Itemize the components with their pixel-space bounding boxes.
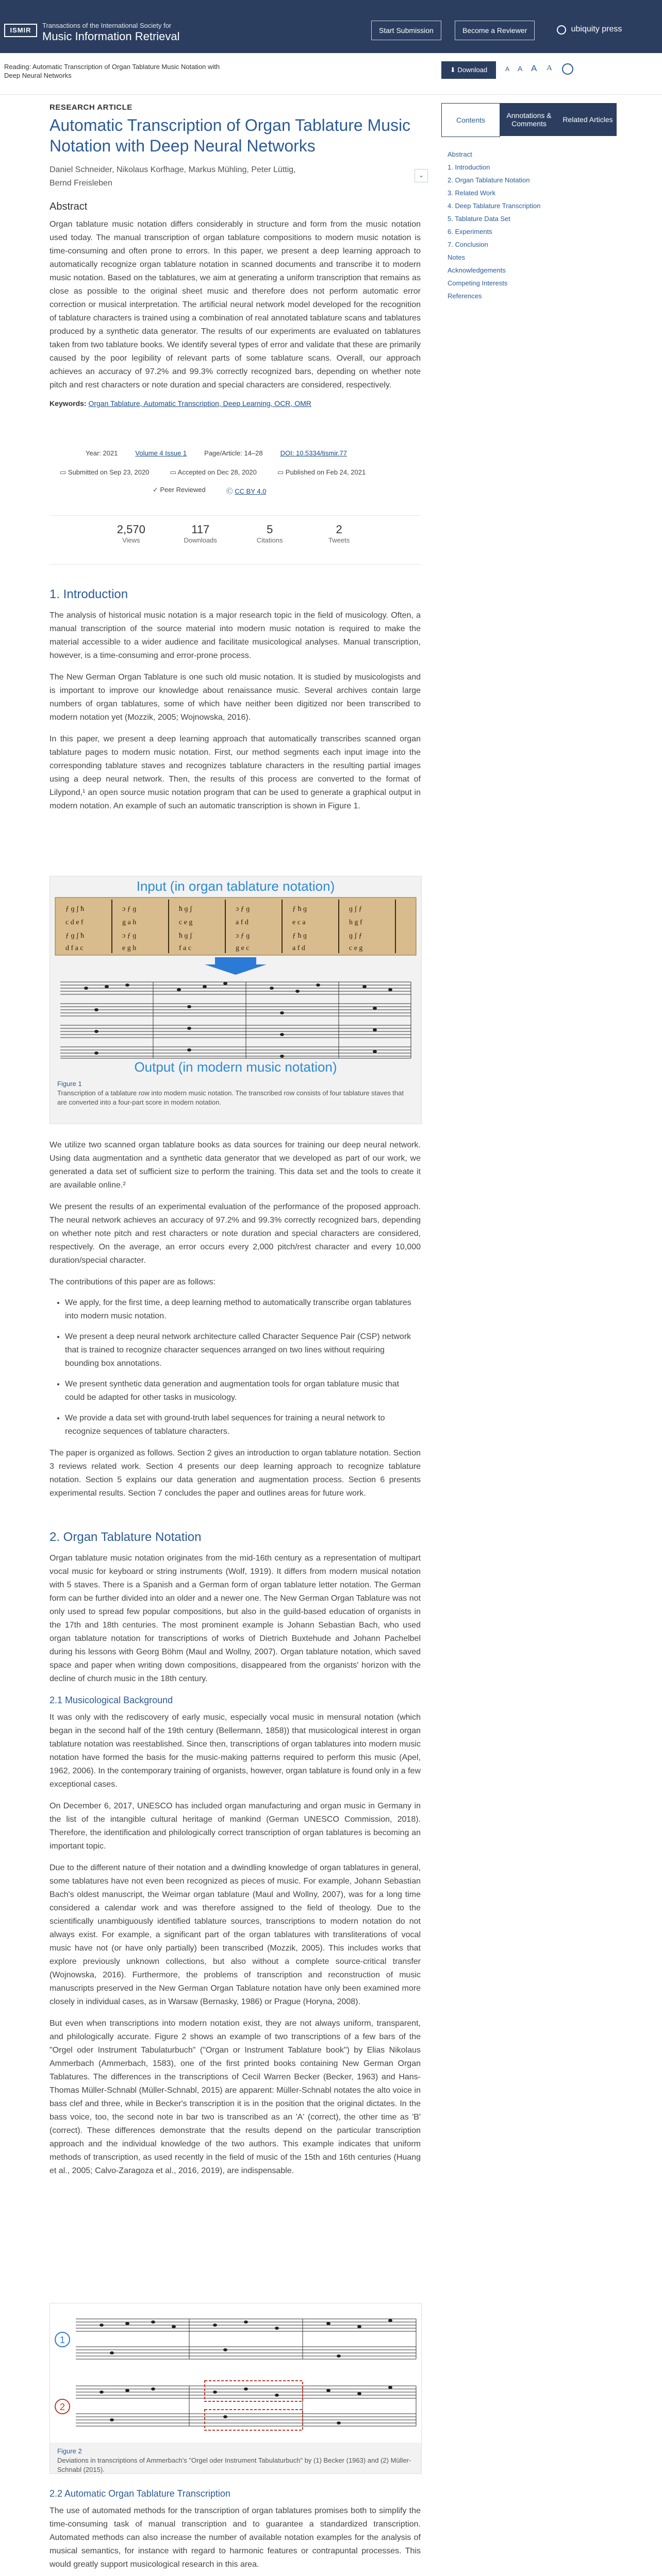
calendar-icon: ▭: [170, 468, 178, 476]
settings-icon[interactable]: [562, 63, 573, 75]
contribution-item: • We present synthetic data generation and augmentation tools for organ tablature music that could be adapted for other tasks in musicology.: [65, 1378, 421, 1404]
stat-citations-num: 5: [267, 523, 273, 536]
font-size-default[interactable]: A: [518, 64, 523, 73]
top-header: [0, 0, 662, 53]
svg-text:ɔ ƒ ɡ: ɔ ƒ ɡ: [236, 932, 250, 940]
journal-title-line2[interactable]: Music Information Retrieval: [42, 30, 180, 43]
stat-views-num: 2,570: [117, 523, 145, 536]
download-button[interactable]: [441, 61, 496, 79]
toc-data-set[interactable]: 5. Tablature Data Set: [448, 215, 510, 223]
svg-text:a f d: a f d: [236, 919, 249, 926]
intro-p6: The contributions of this paper are as follows:: [49, 1278, 216, 1286]
check-icon: ✓: [153, 486, 160, 494]
toc-deep-transcription[interactable]: 4. Deep Tablature Transcription: [448, 202, 541, 210]
meta-published-text: Published on Feb 24, 2021: [285, 468, 366, 476]
fig2-caption: Deviations in transcriptions of Ammerbach's "Orgel oder Instrument Tabulaturbuch" by (1) Becker (1963) and (2) Müller-Schnabl (2015).: [57, 2456, 411, 2473]
fig1-staves: [60, 982, 411, 1058]
peer-reviewed: [153, 486, 206, 496]
license-text: CC BY 4.0: [235, 487, 267, 495]
svg-text:h g f: h g f: [349, 919, 362, 926]
stat-views: [108, 523, 154, 544]
article-header: [49, 103, 424, 190]
meta-submitted-text: Submitted on Sep 23, 2020: [68, 468, 150, 476]
intro-p7: The paper is organized as follows. Section 2 gives an introduction to organ tablature notation. Section 3 reviews related work. Section 4 presents our deep learning approach to recognize tablature notation. Section 5 explains our data generation and augmentation process. Section 6 presents experimental results. Section 7 concludes the paper and outlines areas for future work.: [49, 1449, 421, 1498]
svg-text:ɔ ƒ ɡ: ɔ ƒ ɡ: [122, 905, 137, 913]
svg-text:ħ ɡ ʃ: ħ ɡ ʃ: [179, 905, 192, 913]
article-type: RESEARCH ARTICLE: [49, 103, 133, 112]
svg-text:ɔ ƒ ɡ: ɔ ƒ ɡ: [122, 932, 137, 940]
fig1-image: [50, 894, 421, 1059]
svg-text:c e g: c e g: [349, 944, 363, 952]
notation-p3: On December 6, 2017, UNESCO has included organ manufacturing and organ music in Germany in the list of the intangible cultural heritage of mankind (German UNESCO Commission, 2018). Therefore, the identification and philologically correct transcription of organ tablatures is becoming an important topic.: [49, 1802, 421, 1851]
notation-heading: 2. Organ Tablature Notation: [49, 1530, 202, 1544]
svg-text:e g h: e g h: [122, 944, 137, 952]
start-submission-button[interactable]: Start Submission: [371, 21, 441, 40]
toc-conclusion[interactable]: 7. Conclusion: [448, 241, 488, 248]
notation-p1: Organ tablature music notation originates from the mid-16th century as a representation of multipart vocal music for keyboard or string instruments (Wolf, 1919). It differs from modern musical notation with 5 staves. There is a Spanish and a German form of organ tablature letter notation. The German form can be further divided into an older and a newer one. The New German Organ Tablature was not only used to spread few popular compositions, but also in the guild-based education of organists in the 17th and 18th centuries. The most prominent example is Johann Sebastian Bach, who used organ tablature notation for transcriptions of works of Dietrich Buxtehude and Johann Pachelbel during his lessons with Georg Böhm (Maul and Wollny, 2007). Organ tablature notation, which saved space and paper when writing down compositions, disappeared from the organists' horizon with the decline of church music in the 18th century.: [49, 1554, 421, 1683]
become-reviewer-button[interactable]: Become a Reviewer: [455, 21, 535, 40]
ubiquity-logo-icon: [557, 25, 566, 35]
fig1-input-label: Input (in organ tablature notation): [136, 878, 335, 894]
stat-citations[interactable]: [246, 523, 293, 544]
article-title: Automatic Transcription of Organ Tablature Music Notation with Deep Neural Networks: [49, 116, 411, 155]
intro-p4: We utilize two scanned organ tablature books as data sources for training our deep neural network. Using data augmentation and a synthetic data generator that we developed as part of our work, we generated a data set of sufficient size to perform the training. This data set and the tools to create it are available online.²: [49, 1141, 421, 1190]
svg-text:a f d: a f d: [292, 944, 305, 952]
abstract-section: [49, 201, 421, 408]
stat-tweets[interactable]: [316, 523, 362, 544]
meta-accepted: [170, 468, 256, 477]
abstract-text: Organ tablature music notation differs considerably in structure and form from the music notation used today. The manual transcription of organ tablature compositions to modern music notation is time-consuming and often prone to errors. In this paper, we present a deep learning approach to automatically recognize organ tablature notation in scanned documents and transcribe it to modern music notation. Based on the tablatures, we aim at generating a uniform transcription that remains as close as possible to the original sheet music and therefore does not perform automatic error correction or musical interpretation. The artificial neural network model developed for the recognition of tablature characters is trained using a combination of real annotated tablature scans and tablatures produced by a synthetic data generator. The results of our experiments are evaluated on tablatures taken from two tablature books. We identify several types of error and validate that these are primarily caused by the poor legibility of relevant parts of some tablature scans. Overall, our approach achieves an accuracy of 97.2% and 99.3% correctly recognized bars, depending on whether note pitch and rest characters or note duration and special characters are considered, respectively.: [49, 220, 421, 389]
svg-text:ƒ ɡ ʃ ħ: ƒ ɡ ʃ ħ: [65, 932, 85, 940]
fig2-marker-2: 2: [60, 2402, 65, 2412]
meta-accepted-text: Accepted on Dec 28, 2020: [177, 468, 257, 476]
notation-p6: The use of automated methods for the transcription of organ tablatures promises both to simplify the time-consuming task of manual transcription and to guarantee a standardized transcription. Automated methods can also increase the number of available notation examples for the analysis of musical semantics, for instance with regard to harmonic features or contrapuntal processes. This would greatly support musicological research in this area.: [49, 2506, 421, 2569]
fig2-image: [50, 2303, 421, 2443]
notation-p5: But even when transcriptions into modern notation exist, they are not always uniform, transparent, and philologically accurate. Figure 2 shows an example of two transcriptions of a few bars of the "Orgel oder Instrument Tabulaturbuch" ("Organ or Instrument Tablature book") by Elias Nikolaus Ammerbach (Ammerbach, 1583), one of the first printed books containing New German Organ Tablatures. The differences in the transcriptions of Cecil Warren Becker (Becker, 1963) and Hans-Thomas Müller-Schnabl (Müller-Schnabl, 2015) are apparent: Müller-Schnabl notates the alto voice in bass clef and three, while in Becker's transcription it is in the position that the original dictates. In the bass voice, too, the second note in bar two is transcribed as an 'A' (correct), the other time as 'B' (correct). These differences demonstrate that the results depend on the particular transcription approach and the individual knowledge of the two authors. This example indicates that uniform methods of transcription, as used recently in the field of music of the 15th and 16th centuries (Huang et al., 2005; Calvo-Zaragoza et al., 2016, 2019), are indispensable.: [49, 2019, 421, 2175]
automatic-transcription-section: [49, 2488, 421, 2576]
journal-title-line1[interactable]: Transactions of the International Society for: [42, 22, 172, 29]
contributions-list: [49, 1296, 421, 1438]
journal-logo[interactable]: ISMIR: [4, 24, 37, 37]
fig1-arrow-icon: [205, 957, 267, 975]
stat-tweets-num: 2: [336, 523, 342, 536]
toc-notation[interactable]: 2. Organ Tablature Notation: [448, 176, 530, 184]
table-of-contents: [448, 149, 613, 304]
expand-authors-icon[interactable]: ⌄: [415, 169, 428, 182]
contribution-item: • We present a deep neural network architecture called Character Sequence Pair (CSP) network that is trained to recognize character sequences arranged on two lines without requiring bounding box annotations.: [65, 1330, 421, 1370]
toc-notes[interactable]: Notes: [448, 253, 465, 261]
ubiquity-brand[interactable]: [557, 25, 622, 35]
fig1-caption: Transcription of a tablature row into modern music notation. The transcribed row consists of four tablature staves that are converted into a four-part score in modern notation.: [57, 1089, 404, 1106]
svg-text:ƒ ħ ɡ: ƒ ħ ɡ: [292, 905, 307, 913]
fig2-marker-1: 1: [60, 2335, 65, 2345]
sidebar-tabs: [441, 103, 617, 136]
svg-text:c e g: c e g: [179, 919, 193, 926]
font-reset[interactable]: A: [547, 64, 552, 72]
stat-downloads-num: 117: [191, 523, 210, 536]
introduction-section: [49, 587, 421, 813]
cc-icon: Ⓒ: [226, 487, 235, 495]
stat-views-label: Views: [122, 536, 140, 544]
toc-acknowledgements[interactable]: Acknowledgements: [448, 266, 506, 274]
meta-published: [277, 468, 366, 477]
notation-p2: It was only with the rediscovery of early music, especially vocal music in mensural notation (which began in the second half of the 19th century (Bellermann, 1858)) that musicological interest in organ tablature notation was reestablished. Since then, transcriptions of organ tablatures into modern music notation have formed the basis for the music-making patterns required to perform this music (Apel, 1962, 2006). In the contemporary training of organists, however, organ tablature is found only in a few exceptional cases.: [49, 1713, 421, 1789]
svg-text:ħ ɡ ʃ: ħ ɡ ʃ: [179, 932, 192, 940]
svg-text:e c a: e c a: [292, 919, 306, 926]
musicological-background-heading: 2.1 Musicological Background: [49, 1695, 173, 1705]
svg-text:c d e f: c d e f: [65, 919, 84, 926]
figure-1[interactable]: [49, 876, 422, 1124]
intro-p1: The analysis of historical music notation is a major research topic in the field of musicology. Often, a manual transcription of the source material into modern music notation is required to make the material accessible to a wider audience and facilitate musicological analyses. Manual transcription, however, is a time-consuming and error-prone process.: [49, 611, 421, 660]
svg-text:ɡ ʃ ƒ: ɡ ʃ ƒ: [349, 905, 362, 913]
keywords: [49, 399, 421, 408]
reading-bar: [0, 53, 662, 95]
font-size-increase[interactable]: A: [531, 63, 537, 73]
fig1-notes: [84, 982, 392, 1058]
tab-annotations[interactable]: Annotations & Comments: [506, 111, 552, 128]
keywords-label: Keywords:: [49, 399, 87, 408]
authors-line2[interactable]: Bernd Freisleben: [49, 179, 112, 188]
calendar-icon: ▭: [60, 468, 68, 476]
article-meta: [49, 449, 421, 496]
svg-text:g a h: g a h: [122, 919, 137, 926]
toc-references[interactable]: References: [448, 292, 482, 300]
svg-text:ɔ ƒ ɡ: ɔ ƒ ɡ: [236, 905, 250, 913]
fig2-label: Figure 2: [57, 2447, 82, 2455]
license-link[interactable]: [226, 486, 267, 496]
tab-related[interactable]: Related Articles: [562, 115, 613, 124]
svg-text:ƒ ɡ ʃ ħ: ƒ ɡ ʃ ħ: [65, 905, 85, 913]
download-icon: ⬇: [450, 66, 458, 74]
reading-title-suffix: Deep Neural Networks: [4, 72, 72, 79]
intro-p5: We present the results of an experimental evaluation of the performance of the proposed approach. The neural network achieves an accuracy of 97.2% and 99.3% correctly recognized bars, depending on whether note pitch and rest characters or note duration and special characters are considered, respectively. On the average, an error occurs every 2,000 pitch/rest character and every 10,000 duration/special character.: [49, 1202, 421, 1265]
peer-reviewed-text: Peer Reviewed: [160, 486, 206, 494]
keywords-links[interactable]: Organ Tablature, Automatic Transcription, Deep Learning, OCR, OMR: [88, 399, 311, 408]
toc-experiments[interactable]: 6. Experiments: [448, 228, 492, 235]
introduction-continued: [49, 1139, 421, 1500]
toc-abstract[interactable]: Abstract: [448, 150, 472, 158]
abstract-heading: Abstract: [49, 201, 88, 212]
svg-text:ɡ ʃ ƒ: ɡ ʃ ƒ: [349, 932, 362, 940]
contribution-item: • We provide a data set with ground-truth label sequences for training a neural network to recognize sequences of tablature characters.: [65, 1412, 421, 1438]
stat-downloads: [177, 523, 224, 544]
automatic-transcription-heading: 2.2 Automatic Organ Tablature Transcription: [49, 2488, 230, 2499]
meta-doi[interactable]: DOI: 10.5334/tismir.77: [280, 449, 347, 457]
intro-p2: The New German Organ Tablature is one such old music notation. It is studied by musicologists and is important to improve our knowledge about renaissance music. Several archives contain large numbers of organ tablatures, some of which have neither been digitized nor been transcribed to modern notation yet (Mozzik, 2005; Wojnowska, 2016).: [49, 673, 421, 722]
meta-year: Year: 2021: [86, 449, 118, 457]
download-label: Download: [457, 66, 488, 74]
stat-citations-label: Citations: [256, 536, 283, 544]
meta-volume[interactable]: Volume 4 Issue 1: [135, 449, 187, 457]
svg-text:d f a c: d f a c: [65, 944, 84, 952]
fig1-output-label: Output (in modern music notation): [134, 1059, 337, 1075]
stat-tweets-label: Tweets: [328, 536, 350, 544]
svg-text:ƒ ħ ɡ: ƒ ħ ɡ: [292, 932, 307, 940]
calendar-icon: ▭: [277, 468, 286, 476]
article-stats: [49, 515, 421, 565]
meta-pages: Page/Article: 14–28: [204, 449, 263, 457]
intro-p3: In this paper, we present a deep learning approach that automatically transcribes scanned organ tablature pages to modern music notation. First, our method segments each input image into the corresponding tablature staves and recognizes tablature characters in the resulting partial images using a deep neural network. Then, the results of this process are converted to the format of Lilypond,¹ an open source music notation program that can be used to generate a graphical output in modern notation. An example of such an automatic transcription is shown in Figure 1.: [49, 735, 421, 810]
intro-heading: 1. Introduction: [49, 587, 128, 601]
notation-p4: Due to the different nature of their notation and a dwindling knowledge of organ tablatures in general, some tablatures have not even been recognized as pieces of music. For example, Johann Sebastian Bach's oldest manuscript, the Weimar organ tablature (Maul and Wollny, 2007), was for a long time considered a calendar work and was therefore assigned to the field of theology. Due to the scientifically unambiguously identified tablature sources, transcriptions to modern notation do not always exist. For example, a significant part of the organ tablatures with transliterations of vocal music have not (or have only partially) been transcribed (Mozzik, 2005). This includes works that explore previously unknown collections, but also without a complete source-critical transfer (Wojnowska, 2016). Furthermore, the problems of transcription and reconstruction of music manuscripts preserved in the New German Organ Tablature notation have only been examined more closely in individual cases, as in Warsaw (Bernasky, 1986) or Prague (Horyna, 2008).: [49, 1863, 421, 2006]
figure-2[interactable]: [49, 2303, 422, 2474]
reading-title-prefix: Reading: Automatic Transcription of Organ Tablature Music Notation with: [4, 63, 220, 71]
notation-section: [49, 1530, 421, 2178]
ubiquity-brand-label: ubiquity press: [571, 25, 622, 33]
toc-related-work[interactable]: 3. Related Work: [448, 189, 495, 197]
toc-introduction[interactable]: 1. Introduction: [448, 163, 490, 171]
contribution-item: • We apply, for the first time, a deep learning method to automatically transcribe organ tablatures into modern music notation.: [65, 1296, 421, 1323]
svg-text:g e c: g e c: [236, 944, 250, 952]
svg-text:f a c: f a c: [179, 944, 192, 952]
authors-line1[interactable]: Daniel Schneider, Nikolaus Korfhage, Markus Mühling, Peter Lüttig,: [49, 165, 296, 174]
fig1-label: Figure 1: [57, 1080, 82, 1088]
stat-downloads-label: Downloads: [184, 536, 217, 544]
meta-submitted: [60, 468, 149, 477]
toc-competing-interests[interactable]: Competing Interests: [448, 279, 508, 287]
tab-contents[interactable]: Contents: [441, 103, 500, 137]
font-size-decrease[interactable]: A: [505, 65, 510, 73]
